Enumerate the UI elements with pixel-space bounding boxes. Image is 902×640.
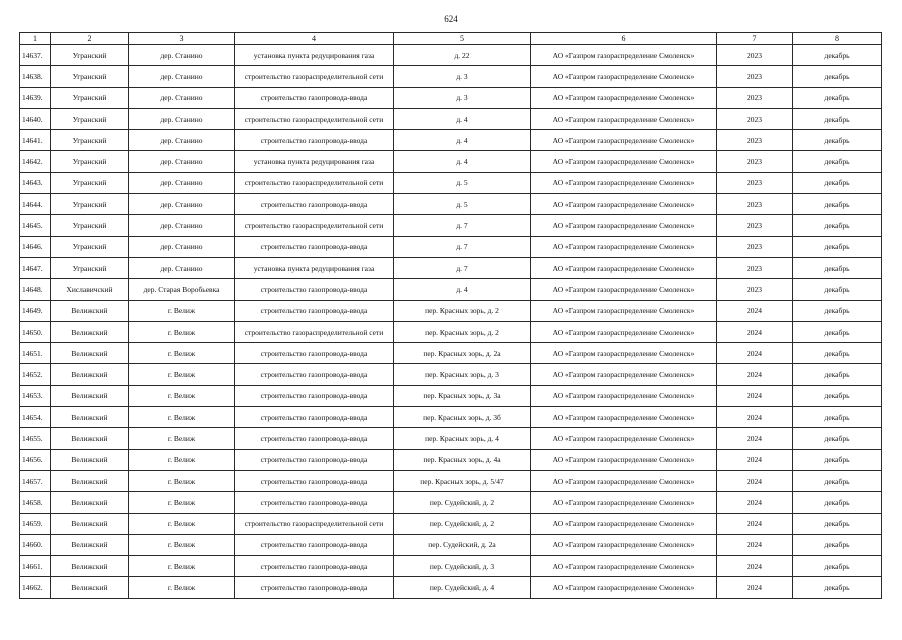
address-cell: пер. Красных зорь, д. 4а: [394, 449, 531, 470]
district-cell: Велижский: [51, 449, 129, 470]
work-type-cell: строительство газопровода-ввода: [235, 130, 394, 151]
table-row: [20, 556, 882, 577]
table-row: [20, 321, 882, 342]
district-cell: Велижский: [51, 428, 129, 449]
row-number-cell: 14638.: [20, 66, 51, 87]
settlement-cell: дер. Станино: [129, 108, 235, 129]
organization-cell: АО «Газпром газораспределение Смоленск»: [531, 151, 717, 172]
work-type-cell: строительство газораспределительной сети: [235, 215, 394, 236]
row-number-cell: 14658.: [20, 492, 51, 513]
table-row: [20, 300, 882, 321]
district-cell: Велижский: [51, 513, 129, 534]
organization-cell: АО «Газпром газораспределение Смоленск»: [531, 236, 717, 257]
year-cell: 2023: [717, 172, 793, 193]
work-type-cell: строительство газопровода-ввода: [235, 279, 394, 300]
column-header: 4: [235, 33, 394, 45]
work-type-cell: строительство газопровода-ввода: [235, 556, 394, 577]
month-cell: декабрь: [793, 534, 882, 555]
settlement-cell: дер. Станино: [129, 66, 235, 87]
month-cell: декабрь: [793, 513, 882, 534]
work-type-cell: строительство газопровода-ввода: [235, 385, 394, 406]
row-number-cell: 14651.: [20, 343, 51, 364]
row-number-cell: 14662.: [20, 577, 51, 598]
table-row: [20, 449, 882, 470]
table-row: [20, 215, 882, 236]
year-cell: 2024: [717, 407, 793, 428]
table-row: [20, 534, 882, 555]
address-cell: д. 5: [394, 172, 531, 193]
organization-cell: АО «Газпром газораспределение Смоленск»: [531, 321, 717, 342]
work-type-cell: строительство газопровода-ввода: [235, 194, 394, 215]
work-type-cell: строительство газораспределительной сети: [235, 108, 394, 129]
row-number-cell: 14656.: [20, 449, 51, 470]
row-number-cell: 14639.: [20, 87, 51, 108]
organization-cell: АО «Газпром газораспределение Смоленск»: [531, 343, 717, 364]
row-number-cell: 14643.: [20, 172, 51, 193]
table-row: [20, 513, 882, 534]
month-cell: декабрь: [793, 321, 882, 342]
table-row: [20, 470, 882, 491]
district-cell: Угранский: [51, 172, 129, 193]
gasification-table: [19, 32, 882, 599]
year-cell: 2023: [717, 130, 793, 151]
row-number-cell: 14642.: [20, 151, 51, 172]
table-row: [20, 45, 882, 66]
district-cell: Угранский: [51, 257, 129, 278]
settlement-cell: г. Велиж: [129, 364, 235, 385]
row-number-cell: 14660.: [20, 534, 51, 555]
work-type-cell: строительство газопровода-ввода: [235, 236, 394, 257]
column-header: 8: [793, 33, 882, 45]
district-cell: Велижский: [51, 556, 129, 577]
month-cell: декабрь: [793, 215, 882, 236]
address-cell: д. 4: [394, 108, 531, 129]
organization-cell: АО «Газпром газораспределение Смоленск»: [531, 130, 717, 151]
column-header: 1: [20, 33, 51, 45]
row-number-cell: 14637.: [20, 45, 51, 66]
settlement-cell: дер. Станино: [129, 215, 235, 236]
year-cell: 2023: [717, 87, 793, 108]
table-body: [20, 45, 882, 599]
organization-cell: АО «Газпром газораспределение Смоленск»: [531, 556, 717, 577]
work-type-cell: строительство газопровода-ввода: [235, 470, 394, 491]
row-number-cell: 14655.: [20, 428, 51, 449]
district-cell: Угранский: [51, 194, 129, 215]
work-type-cell: строительство газопровода-ввода: [235, 87, 394, 108]
year-cell: 2023: [717, 279, 793, 300]
table-row: [20, 172, 882, 193]
year-cell: 2024: [717, 470, 793, 491]
work-type-cell: строительство газопровода-ввода: [235, 449, 394, 470]
year-cell: 2024: [717, 556, 793, 577]
address-cell: д. 7: [394, 257, 531, 278]
district-cell: Велижский: [51, 364, 129, 385]
address-cell: пер. Красных зорь, д. 5/47: [394, 470, 531, 491]
column-number-row: [20, 33, 882, 45]
month-cell: декабрь: [793, 407, 882, 428]
year-cell: 2023: [717, 257, 793, 278]
address-cell: пер. Красных зорь, д. 3а: [394, 385, 531, 406]
month-cell: декабрь: [793, 45, 882, 66]
settlement-cell: дер. Станино: [129, 130, 235, 151]
settlement-cell: г. Велиж: [129, 343, 235, 364]
row-number-cell: 14657.: [20, 470, 51, 491]
district-cell: Велижский: [51, 300, 129, 321]
work-type-cell: строительство газопровода-ввода: [235, 577, 394, 598]
district-cell: Велижский: [51, 577, 129, 598]
month-cell: декабрь: [793, 108, 882, 129]
work-type-cell: строительство газопровода-ввода: [235, 428, 394, 449]
column-header: 7: [717, 33, 793, 45]
address-cell: пер. Судейский, д. 2а: [394, 534, 531, 555]
organization-cell: АО «Газпром газораспределение Смоленск»: [531, 492, 717, 513]
address-cell: д. 3: [394, 87, 531, 108]
table-row: [20, 492, 882, 513]
settlement-cell: г. Велиж: [129, 321, 235, 342]
district-cell: Угранский: [51, 236, 129, 257]
month-cell: декабрь: [793, 492, 882, 513]
month-cell: декабрь: [793, 364, 882, 385]
month-cell: декабрь: [793, 151, 882, 172]
settlement-cell: г. Велиж: [129, 534, 235, 555]
table-row: [20, 130, 882, 151]
address-cell: пер. Судейский, д. 3: [394, 556, 531, 577]
month-cell: декабрь: [793, 66, 882, 87]
organization-cell: АО «Газпром газораспределение Смоленск»: [531, 87, 717, 108]
organization-cell: АО «Газпром газораспределение Смоленск»: [531, 364, 717, 385]
row-number-cell: 14640.: [20, 108, 51, 129]
settlement-cell: г. Велиж: [129, 428, 235, 449]
address-cell: д. 4: [394, 151, 531, 172]
table-row: [20, 428, 882, 449]
year-cell: 2023: [717, 194, 793, 215]
page-number: 624: [444, 14, 458, 24]
district-cell: Угранский: [51, 87, 129, 108]
address-cell: д. 3: [394, 66, 531, 87]
organization-cell: АО «Газпром газораспределение Смоленск»: [531, 45, 717, 66]
district-cell: Угранский: [51, 108, 129, 129]
row-number-cell: 14648.: [20, 279, 51, 300]
year-cell: 2024: [717, 385, 793, 406]
settlement-cell: г. Велиж: [129, 300, 235, 321]
organization-cell: АО «Газпром газораспределение Смоленск»: [531, 172, 717, 193]
organization-cell: АО «Газпром газораспределение Смоленск»: [531, 300, 717, 321]
table-row: [20, 87, 882, 108]
table-row: [20, 577, 882, 598]
row-number-cell: 14641.: [20, 130, 51, 151]
year-cell: 2024: [717, 449, 793, 470]
year-cell: 2023: [717, 45, 793, 66]
table-row: [20, 108, 882, 129]
row-number-cell: 14647.: [20, 257, 51, 278]
settlement-cell: г. Велиж: [129, 470, 235, 491]
district-cell: Велижский: [51, 534, 129, 555]
table-row: [20, 385, 882, 406]
year-cell: 2024: [717, 513, 793, 534]
address-cell: пер. Красных зорь, д. 3б: [394, 407, 531, 428]
organization-cell: АО «Газпром газораспределение Смоленск»: [531, 449, 717, 470]
column-header: 5: [394, 33, 531, 45]
settlement-cell: дер. Станино: [129, 87, 235, 108]
address-cell: д. 7: [394, 236, 531, 257]
address-cell: пер. Судейский, д. 2: [394, 492, 531, 513]
month-cell: декабрь: [793, 87, 882, 108]
work-type-cell: строительство газопровода-ввода: [235, 343, 394, 364]
month-cell: декабрь: [793, 343, 882, 364]
month-cell: декабрь: [793, 130, 882, 151]
address-cell: пер. Судейский, д. 2: [394, 513, 531, 534]
row-number-cell: 14645.: [20, 215, 51, 236]
settlement-cell: дер. Станино: [129, 172, 235, 193]
column-header: 3: [129, 33, 235, 45]
row-number-cell: 14652.: [20, 364, 51, 385]
table-row: [20, 151, 882, 172]
year-cell: 2024: [717, 492, 793, 513]
settlement-cell: дер. Станино: [129, 194, 235, 215]
settlement-cell: дер. Станино: [129, 151, 235, 172]
settlement-cell: дер. Старая Воробьевка: [129, 279, 235, 300]
work-type-cell: установка пункта редуцирования газа: [235, 45, 394, 66]
organization-cell: АО «Газпром газораспределение Смоленск»: [531, 279, 717, 300]
address-cell: д. 4: [394, 130, 531, 151]
work-type-cell: строительство газопровода-ввода: [235, 364, 394, 385]
month-cell: декабрь: [793, 577, 882, 598]
year-cell: 2023: [717, 215, 793, 236]
district-cell: Велижский: [51, 385, 129, 406]
organization-cell: АО «Газпром газораспределение Смоленск»: [531, 428, 717, 449]
year-cell: 2023: [717, 236, 793, 257]
table-row: [20, 66, 882, 87]
district-cell: Угранский: [51, 215, 129, 236]
row-number-cell: 14653.: [20, 385, 51, 406]
year-cell: 2023: [717, 151, 793, 172]
year-cell: 2024: [717, 300, 793, 321]
district-cell: Велижский: [51, 321, 129, 342]
address-cell: пер. Красных зорь, д. 3: [394, 364, 531, 385]
month-cell: декабрь: [793, 449, 882, 470]
work-type-cell: строительство газораспределительной сети: [235, 321, 394, 342]
year-cell: 2024: [717, 428, 793, 449]
address-cell: пер. Красных зорь, д. 2: [394, 321, 531, 342]
year-cell: 2024: [717, 534, 793, 555]
organization-cell: АО «Газпром газораспределение Смоленск»: [531, 257, 717, 278]
work-type-cell: строительство газопровода-ввода: [235, 492, 394, 513]
table-row: [20, 364, 882, 385]
district-cell: Велижский: [51, 492, 129, 513]
row-number-cell: 14654.: [20, 407, 51, 428]
district-cell: Угранский: [51, 130, 129, 151]
work-type-cell: строительство газопровода-ввода: [235, 534, 394, 555]
district-cell: Велижский: [51, 343, 129, 364]
organization-cell: АО «Газпром газораспределение Смоленск»: [531, 513, 717, 534]
settlement-cell: дер. Станино: [129, 257, 235, 278]
year-cell: 2024: [717, 364, 793, 385]
settlement-cell: г. Велиж: [129, 492, 235, 513]
year-cell: 2024: [717, 321, 793, 342]
row-number-cell: 14646.: [20, 236, 51, 257]
address-cell: д. 7: [394, 215, 531, 236]
month-cell: декабрь: [793, 556, 882, 577]
work-type-cell: строительство газораспределительной сети: [235, 66, 394, 87]
organization-cell: АО «Газпром газораспределение Смоленск»: [531, 470, 717, 491]
settlement-cell: г. Велиж: [129, 577, 235, 598]
address-cell: д. 22: [394, 45, 531, 66]
work-type-cell: строительство газораспределительной сети: [235, 513, 394, 534]
district-cell: Угранский: [51, 45, 129, 66]
settlement-cell: г. Велиж: [129, 556, 235, 577]
month-cell: декабрь: [793, 470, 882, 491]
organization-cell: АО «Газпром газораспределение Смоленск»: [531, 534, 717, 555]
row-number-cell: 14649.: [20, 300, 51, 321]
work-type-cell: установка пункта редуцирования газа: [235, 151, 394, 172]
settlement-cell: г. Велиж: [129, 385, 235, 406]
address-cell: д. 4: [394, 279, 531, 300]
organization-cell: АО «Газпром газораспределение Смоленск»: [531, 407, 717, 428]
district-cell: Велижский: [51, 470, 129, 491]
month-cell: декабрь: [793, 279, 882, 300]
organization-cell: АО «Газпром газораспределение Смоленск»: [531, 194, 717, 215]
settlement-cell: дер. Станино: [129, 236, 235, 257]
settlement-cell: г. Велиж: [129, 407, 235, 428]
address-cell: пер. Красных зорь, д. 4: [394, 428, 531, 449]
district-cell: Угранский: [51, 66, 129, 87]
table-row: [20, 257, 882, 278]
address-cell: д. 5: [394, 194, 531, 215]
month-cell: декабрь: [793, 194, 882, 215]
month-cell: декабрь: [793, 172, 882, 193]
table-row: [20, 236, 882, 257]
organization-cell: АО «Газпром газораспределение Смоленск»: [531, 385, 717, 406]
address-cell: пер. Красных зорь, д. 2: [394, 300, 531, 321]
work-type-cell: строительство газопровода-ввода: [235, 407, 394, 428]
month-cell: декабрь: [793, 257, 882, 278]
work-type-cell: строительство газопровода-ввода: [235, 300, 394, 321]
year-cell: 2024: [717, 343, 793, 364]
organization-cell: АО «Газпром газораспределение Смоленск»: [531, 215, 717, 236]
organization-cell: АО «Газпром газораспределение Смоленск»: [531, 577, 717, 598]
row-number-cell: 14650.: [20, 321, 51, 342]
settlement-cell: г. Велиж: [129, 449, 235, 470]
month-cell: декабрь: [793, 385, 882, 406]
column-header: 2: [51, 33, 129, 45]
organization-cell: АО «Газпром газораспределение Смоленск»: [531, 66, 717, 87]
settlement-cell: г. Велиж: [129, 513, 235, 534]
row-number-cell: 14661.: [20, 556, 51, 577]
organization-cell: АО «Газпром газораспределение Смоленск»: [531, 108, 717, 129]
settlement-cell: дер. Станино: [129, 45, 235, 66]
district-cell: Угранский: [51, 151, 129, 172]
year-cell: 2024: [717, 577, 793, 598]
year-cell: 2023: [717, 66, 793, 87]
table-row: [20, 407, 882, 428]
table-row: [20, 279, 882, 300]
district-cell: Велижский: [51, 407, 129, 428]
work-type-cell: установка пункта редуцирования газа: [235, 257, 394, 278]
address-cell: пер. Красных зорь, д. 2а: [394, 343, 531, 364]
row-number-cell: 14659.: [20, 513, 51, 534]
month-cell: декабрь: [793, 300, 882, 321]
work-type-cell: строительство газораспределительной сети: [235, 172, 394, 193]
column-header: 6: [531, 33, 717, 45]
month-cell: декабрь: [793, 236, 882, 257]
year-cell: 2023: [717, 108, 793, 129]
row-number-cell: 14644.: [20, 194, 51, 215]
table-row: [20, 343, 882, 364]
address-cell: пер. Судейский, д. 4: [394, 577, 531, 598]
table-row: [20, 194, 882, 215]
district-cell: Хиславичский: [51, 279, 129, 300]
month-cell: декабрь: [793, 428, 882, 449]
